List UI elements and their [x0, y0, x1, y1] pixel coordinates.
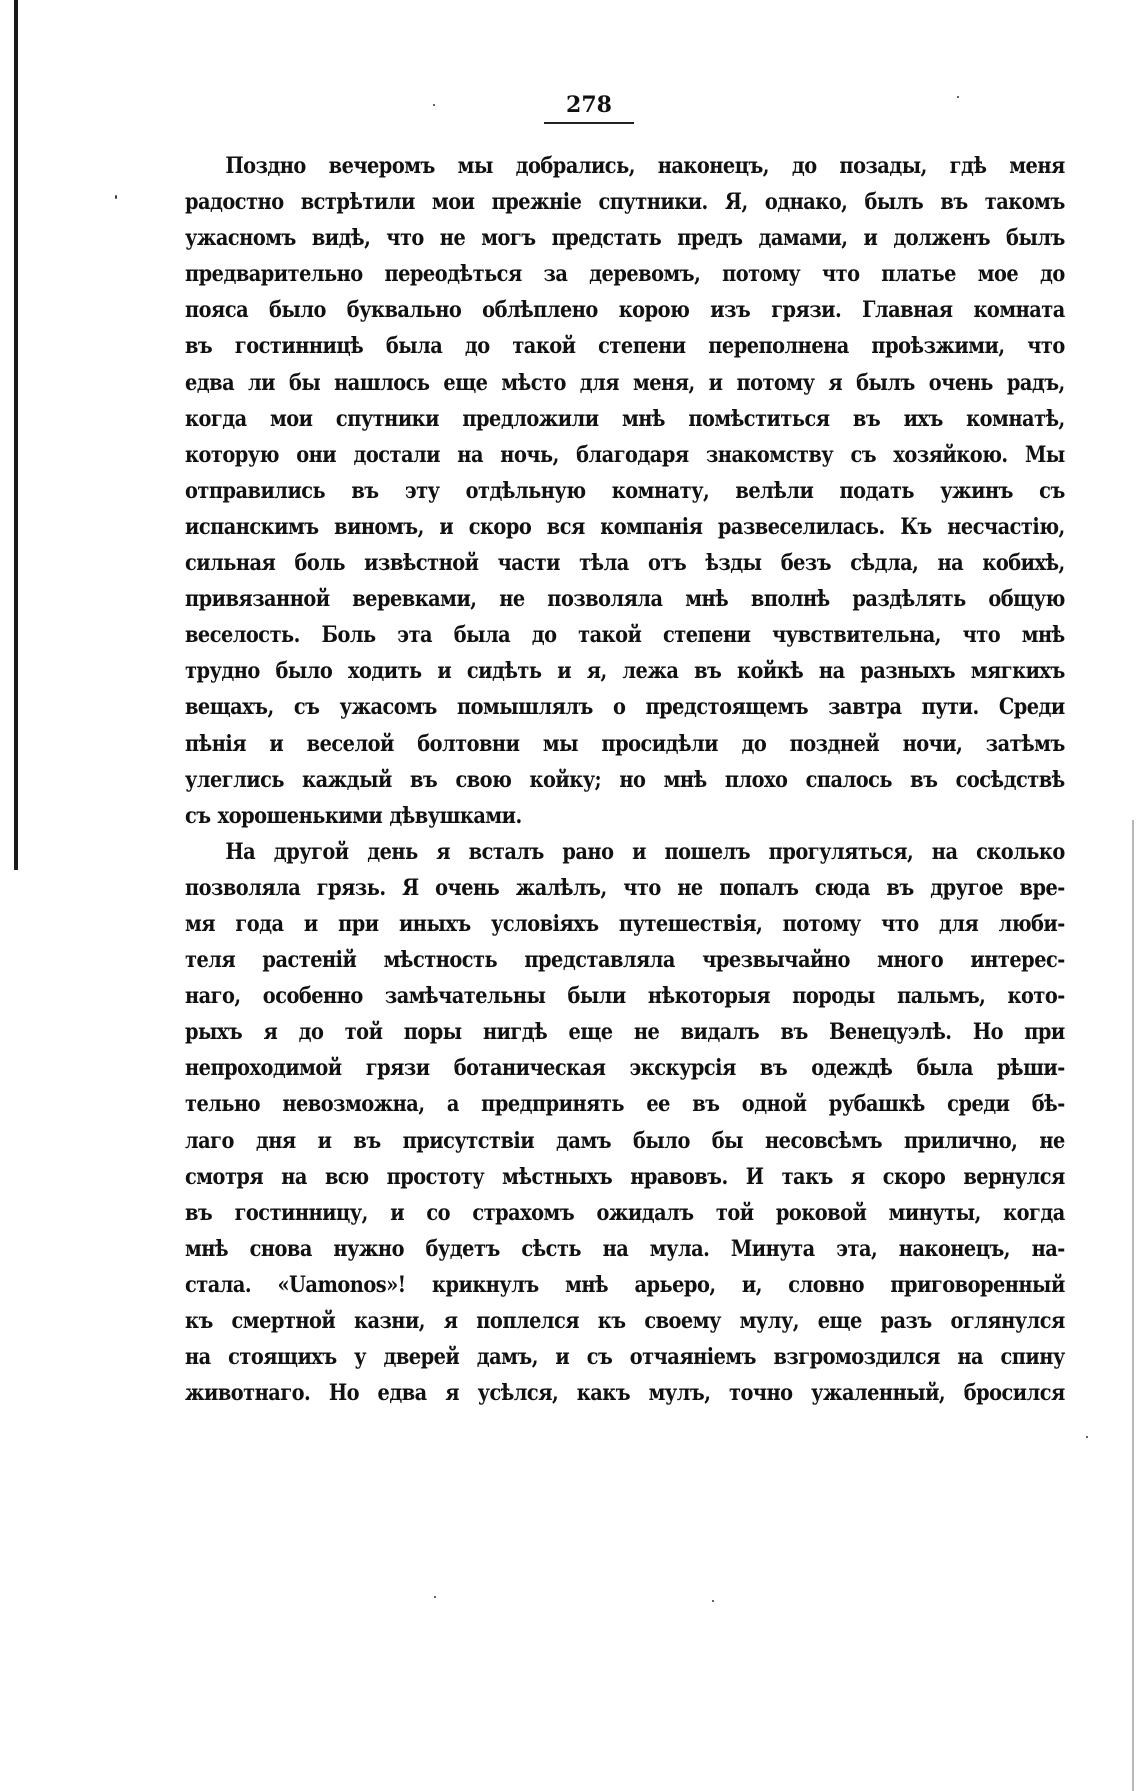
text-line: рыхъ я до той поры нигдѣ еще не видалъ въ Венецуэлѣ. Но при — [185, 1019, 1065, 1046]
scan-speck — [434, 1596, 436, 1598]
text-line: вещахъ, съ ужасомъ помышлялъ о предстоящемъ завтра пути. Среди — [185, 694, 1065, 721]
text-line: которую они достали на ночь, благодаря знакомству съ хозяйкою. Мы — [185, 441, 1065, 468]
text-line: тельно невозможна, а предпринять ее въ одной рубашкѣ среди бѣ- — [185, 1091, 1065, 1118]
text-line: позволяла грязь. Я очень жалѣлъ, что не попалъ сюда въ другое вре- — [185, 874, 1065, 901]
text-line: радостно встрѣтили мои прежніе спутники. Я, однако, былъ въ такомъ — [185, 189, 1065, 216]
text-line: ужасномъ видѣ, что не могъ предстать предъ дамами, и долженъ былъ — [185, 225, 1065, 252]
page-header — [0, 92, 1140, 124]
text-line: когда мои спутники предложили мнѣ помѣститься въ ихъ комнатѣ, — [185, 405, 1065, 432]
scan-page-edge-right — [1132, 820, 1134, 1791]
page-number: 278 — [544, 92, 634, 124]
text-line: пояса было буквально облѣплено корою изъ грязи. Главная комната — [185, 297, 1065, 324]
text-line: къ смертной казни, я поплелся къ своему мулу, еще разъ оглянулся — [185, 1308, 1065, 1334]
text-line: на стоящихъ у дверей дамъ, и съ отчаяніемъ взгромоздился на спину — [185, 1344, 1065, 1371]
text-line: теля растеній мѣстность представляла чрезвычайно много интерес- — [185, 947, 1065, 974]
text-line: мя года и при иныхъ условіяхъ путешествія, потому что для люби- — [185, 910, 1065, 937]
text-line: съ хорошенькими дѣвушками. — [185, 802, 522, 829]
text-line: въ гостинницѣ была до такой степени переполнена проѣзжими, что — [185, 333, 1065, 360]
text-line: наго, особенно замѣчательны были нѣкоторыя породы пальмъ, кото- — [185, 983, 1065, 1010]
scan-speck — [712, 1600, 714, 1602]
scan-speck — [957, 96, 959, 98]
text-line: пѣнія и веселой болтовни мы просидѣли до поздней ночи, затѣмъ — [185, 730, 1065, 757]
text-line: отправились въ эту отдѣльную комнату, велѣли подать ужинъ съ — [185, 477, 1065, 504]
text-line: улеглись каждый въ свою койку; но мнѣ плохо спалось въ сосѣдствѣ — [185, 766, 1065, 793]
text-line: животнаго. Но едва я усѣлся, какъ мулъ, точно ужаленный, бросился — [185, 1380, 1065, 1407]
text-line: сильная боль извѣстной части тѣла отъ ѣзды безъ сѣдла, на кобихѣ, — [185, 550, 1065, 577]
text-line: испанскимъ виномъ, и скоро вся компанія развеселилась. Къ несчастію, — [185, 513, 1065, 540]
text-line: лаго дня и въ присутствіи дамъ было бы несовсѣмъ прилично, не — [185, 1127, 1065, 1154]
text-line: Поздно вечеромъ мы добрались, наконецъ, до позады, гдѣ меня — [225, 153, 1065, 179]
text-line: На другой день я всталъ рано и пошелъ прогуляться, на сколько — [225, 838, 1065, 865]
scan-page-edge-left — [14, 0, 18, 870]
text-line: стала. «Uamonos»! крикнулъ мнѣ арьеро, и, словно приговоренный — [185, 1271, 1065, 1298]
scan-speck — [115, 195, 117, 199]
text-line: мнѣ снова нужно будетъ сѣсть на мула. Минута эта, наконецъ, на- — [185, 1235, 1065, 1262]
text-line: въ гостинницу, и со страхомъ ожидалъ той роковой минуты, когда — [185, 1199, 1065, 1226]
text-line: привязанной веревками, не позволяла мнѣ вполнѣ раздѣлять общую — [185, 586, 1065, 613]
text-line: смотря на всю простоту мѣстныхъ нравовъ. И такъ я скоро вернулся — [185, 1163, 1065, 1190]
body-text — [185, 148, 1065, 1411]
text-line: едва ли бы нашлось еще мѣсто для меня, и потому я былъ очень радъ, — [185, 369, 1065, 396]
text-line: предварительно переодѣться за деревомъ, потому что платье мое до — [185, 261, 1065, 288]
text-line: непроходимой грязи ботаническая экскурсія въ одеждѣ была рѣши- — [185, 1055, 1065, 1082]
paragraph — [185, 148, 1065, 834]
text-line: веселость. Боль эта была до такой степени чувствительна, что мнѣ — [185, 622, 1065, 649]
scan-speck — [433, 104, 435, 106]
text-line: трудно было ходить и сидѣть и я, лежа въ койкѣ на разныхъ мягкихъ — [185, 658, 1065, 685]
scan-speck — [1086, 1436, 1088, 1438]
paragraph — [185, 834, 1065, 1412]
